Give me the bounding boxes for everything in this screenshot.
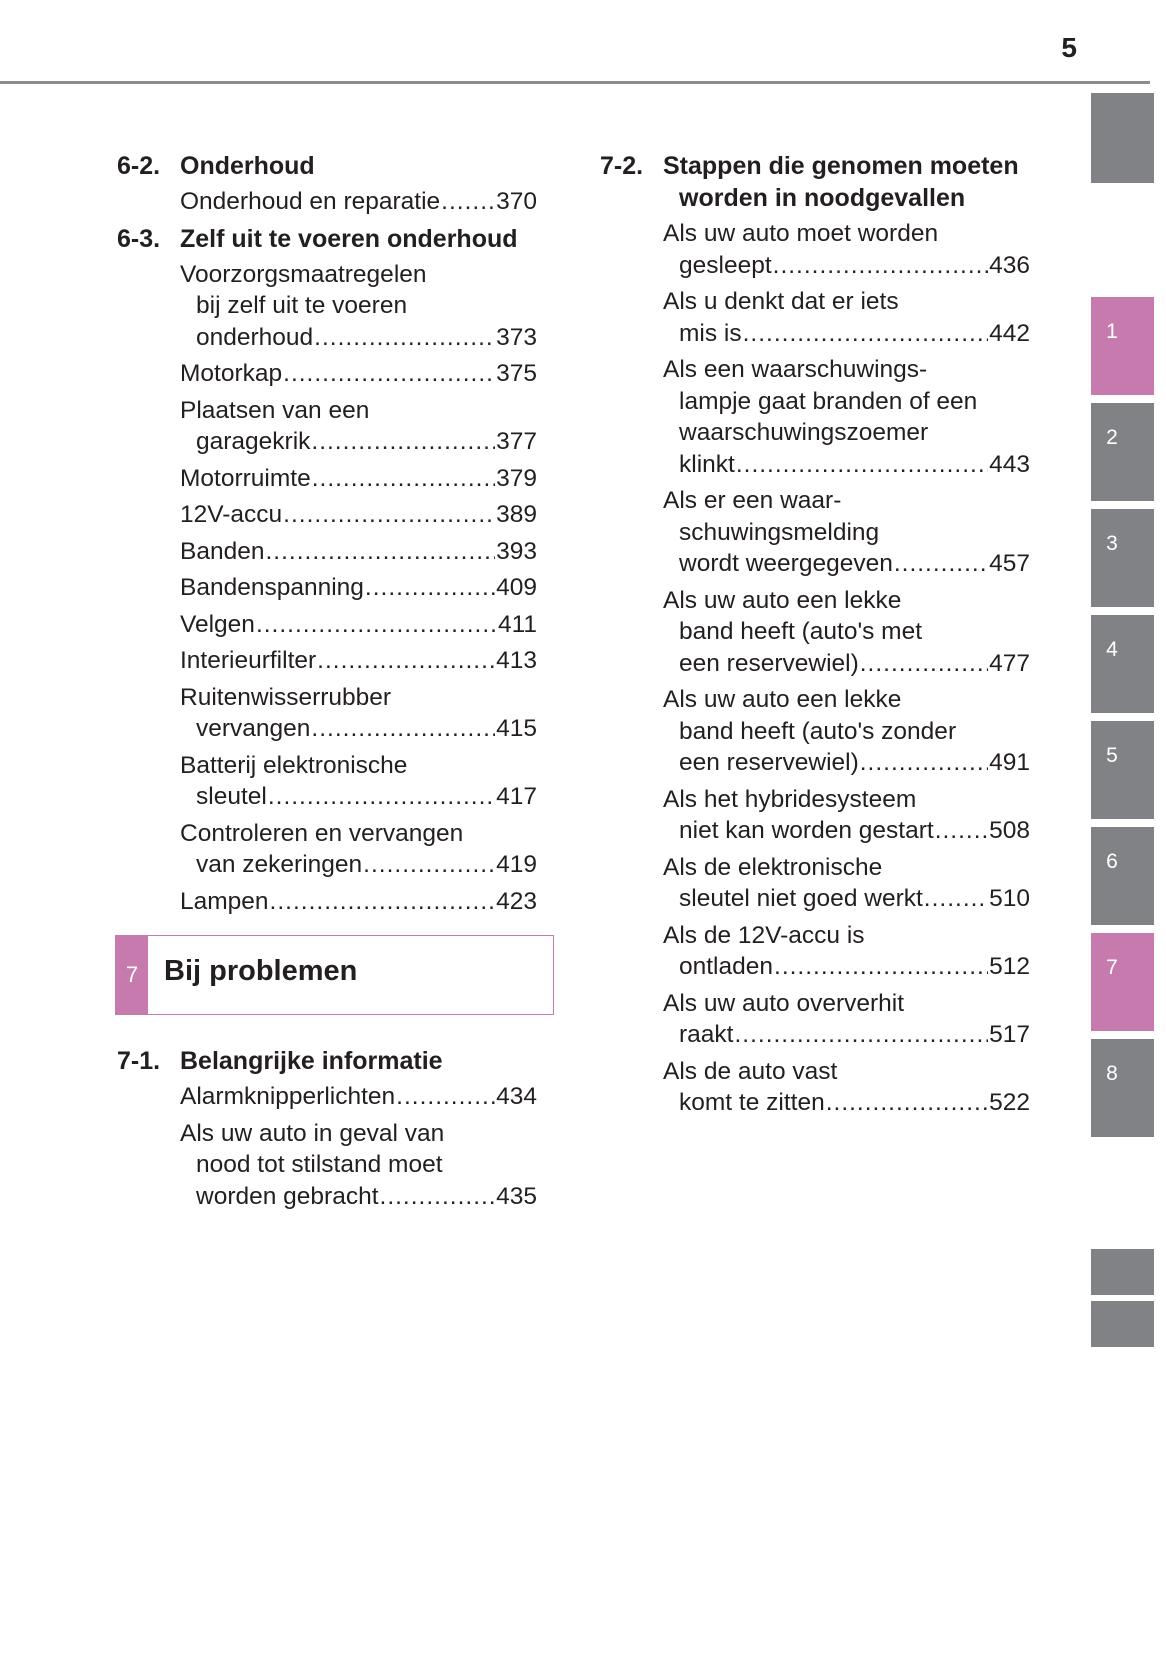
toc-entry-line [663,417,1030,449]
dot-leader [774,951,988,983]
chapter-tab-3[interactable] [1091,509,1154,607]
page-ref[interactable]: 442 [989,319,1030,347]
page-ref[interactable]: 370 [496,188,537,215]
toc-entry-line [663,386,1030,418]
page-ref[interactable]: 512 [989,953,1030,980]
chapter-tab-1[interactable] [1091,297,1154,395]
toc-entry[interactable] [600,218,1030,281]
toc-entry-line [180,426,537,458]
dot-leader [312,463,495,495]
chapter-tab-4[interactable] [1091,615,1154,713]
page-ref[interactable]: 522 [989,1089,1030,1116]
toc-entry-text: gesleept [679,251,772,279]
dot-leader [773,250,988,282]
chapter-tab-7[interactable] [1091,933,1154,1031]
dot-leader [736,449,988,481]
page-ref[interactable]: 377 [496,428,537,455]
dot-leader [441,186,495,218]
toc-entry-line [180,572,537,604]
toc-entry-line [663,951,1030,983]
toc-entry-line [663,517,1030,549]
toc-entry-line [663,716,1030,748]
dot-leader [396,1081,495,1113]
toc-entry-text: sleutel niet goed werkt [679,885,923,912]
toc-entry-text: klinkt [679,450,735,478]
toc-entry-text: Banden [180,537,265,565]
toc-entry-line [663,354,1030,386]
toc-entry[interactable] [117,186,537,218]
toc-entry-text: nood tot stilstand moet [196,1151,443,1178]
page-ref[interactable]: 491 [989,749,1030,776]
section-number: 6-2. [117,152,161,180]
page-number: 5 [1061,32,1077,63]
toc-entry[interactable] [117,358,537,390]
section-title-line: Belangrijke informatie [180,1047,443,1075]
toc-entry-line [180,395,537,427]
toc-entry-text: Als er een waar- [663,487,842,514]
dot-leader [743,318,989,350]
toc-entry-line [663,852,1030,884]
toc-entry-line [180,463,537,495]
toc-entry-line [663,784,1030,816]
toc-entry-text: van zekeringen [196,851,363,878]
toc-entry-line [663,250,1030,282]
toc-entry[interactable] [600,485,1030,580]
dot-leader [380,1181,496,1213]
toc-entry-text: Lampen [180,887,269,915]
toc-entry-text: Als de 12V-accu is [663,921,865,949]
toc-entry-text: Batterij elektronische [180,751,408,779]
toc-entry-line [180,290,537,322]
toc-entry-line [663,318,1030,350]
toc-entry-text: Als het hybridesysteem [663,785,917,813]
toc-entry-text: Onderhoud en reparatie [180,188,441,215]
dot-leader [256,609,497,641]
dot-leader [314,322,495,354]
page-ref[interactable]: 508 [989,817,1030,844]
dot-leader [270,886,496,918]
toc-entry-text: Plaatsen van een [180,396,370,424]
toc-entry[interactable] [600,286,1030,349]
toc-entry-line [663,988,1030,1020]
page-ref[interactable]: 373 [496,323,537,351]
dot-leader [268,781,495,813]
toc-entry-text: band heeft (auto's zonder [679,717,957,745]
toc-entry-line [180,609,537,641]
toc-entry-line [663,684,1030,716]
dot-leader [894,548,988,580]
toc-entry[interactable] [600,988,1030,1051]
page-ref[interactable]: 389 [496,501,537,528]
toc-entry-line [180,1149,537,1181]
toc-entry-text: Voorzorgsmaatregelen [180,260,427,288]
toc-entry[interactable] [117,682,537,745]
toc-entry-line [180,750,537,782]
toc-entry-line [180,713,537,745]
toc-entry-line [663,616,1030,648]
page-ref[interactable]: 435 [496,1182,537,1210]
page-ref[interactable]: 517 [989,1021,1030,1048]
chapter-tab-8[interactable] [1091,1039,1154,1137]
toc-entry-text: onderhoud [196,323,314,351]
toc-entry-text: Als een waarschuwings- [663,356,928,383]
toc-entry-line [663,485,1030,517]
chapter-title: Bij problemen [164,955,358,987]
toc-entry-text: vervangen [196,715,311,742]
toc-entry-line [180,886,537,918]
toc-entry-line [180,645,537,677]
toc-entry-line [180,849,537,881]
toc-entry-text: Interieurfilter [180,647,317,674]
section-title [663,150,1030,214]
toc-entry[interactable] [117,609,537,641]
toc-entry-line [180,682,537,714]
toc-entry[interactable] [600,585,1030,680]
toc-entry-line [180,186,537,218]
page-ref[interactable]: 415 [496,715,537,742]
toc-entry-line [663,920,1030,952]
toc-entry-line [180,1181,537,1213]
toc-entry-line [663,449,1030,481]
toc-entry-text: Als de auto vast [663,1057,838,1085]
toc-entry[interactable] [117,259,537,354]
header-rule [0,81,1150,84]
toc-entry[interactable] [117,1118,537,1213]
toc-entry-text: worden gebracht [196,1182,379,1210]
toc-entry-line [663,883,1030,915]
section-number: 7-1. [117,1047,161,1075]
toc-entry-line [180,1118,537,1150]
toc-entry-text: Alarmknipperlichten [180,1083,396,1110]
page-ref[interactable]: 443 [989,450,1030,478]
page-ref[interactable]: 436 [989,251,1030,279]
chapter-tab-2[interactable] [1091,403,1154,501]
chapter-tab-5[interactable] [1091,721,1154,819]
section-title [180,223,537,255]
toc-entry-line [663,1056,1030,1088]
dot-leader [935,815,988,847]
toc-entry-text: Velgen [180,610,255,638]
chapter-tab-label: 5 [1106,744,1118,767]
toc-entry-text: een reservewiel) [679,649,859,677]
dot-leader [283,358,495,390]
chapter-banner[interactable] [115,935,554,1015]
toc-entry[interactable] [117,572,537,604]
toc-entry-text: waarschuwingszoemer [679,419,929,446]
toc-entry[interactable] [600,354,1030,480]
page-ref[interactable]: 510 [989,885,1030,912]
chapter-tab-label: 6 [1106,850,1118,873]
page-ref[interactable]: 423 [496,887,537,915]
toc-entry[interactable] [117,750,537,813]
blank-tab[interactable] [1091,1301,1154,1347]
toc-entry-text: wordt weergegeven [679,550,893,577]
dot-leader [311,713,495,745]
page-ref[interactable]: 419 [496,851,537,878]
toc-entry-line [663,1087,1030,1119]
page-ref[interactable]: 477 [989,649,1030,677]
toc-entry-text: Als uw auto in geval van [180,1119,445,1147]
toc-entry-line [663,585,1030,617]
chapter-tab-label: 3 [1106,532,1118,555]
toc-entry-line [663,218,1030,250]
section-heading [117,1045,537,1077]
section-number: 7-2. [600,152,644,180]
chapter-number: 7 [116,936,148,1014]
section-title-line: Onderhoud [180,152,315,180]
dot-leader [860,747,988,779]
dot-leader [860,648,988,680]
dot-leader [826,1087,988,1119]
toc-entry-text: Als uw auto een lekke [663,586,902,614]
toc-entry-line [663,1019,1030,1051]
toc-entry[interactable] [600,920,1030,983]
toc-entry-line [663,815,1030,847]
toc-entry-text: Als u denkt dat er iets [663,288,899,315]
toc-right-column [600,150,1030,1124]
toc-entry-text: ontladen [679,953,774,980]
chapter-tab-label: 1 [1106,320,1118,343]
page-ref[interactable]: 457 [989,550,1030,577]
page-ref[interactable]: 375 [496,360,537,387]
dot-leader [363,849,495,881]
section-heading [117,150,537,182]
section-heading [117,223,537,255]
toc-entry-line [180,499,537,531]
toc-entry-text: garagekrik [196,428,311,455]
toc-entry-line [180,818,537,850]
toc-entry[interactable] [600,1056,1030,1119]
dot-leader [283,499,495,531]
toc-entry-text: 12V-accu [180,501,283,528]
toc-entry-text: schuwingsmelding [679,518,880,546]
toc-entry-text: lampje gaat branden of een [679,387,978,415]
page-ref[interactable]: 409 [496,574,537,601]
toc-entry[interactable] [117,886,537,918]
toc-entry-text: Als uw auto moet worden [663,220,939,247]
blank-tab[interactable] [1091,1249,1154,1295]
section-title-line: Stappen die genomen moeten [663,152,1019,180]
section-heading [600,150,1030,214]
toc-entry-line [663,648,1030,680]
section-title-line: Zelf uit te voeren onderhoud [180,224,518,253]
toc-entry-text: Als uw auto een lekke [663,686,902,713]
toc-entry-text: mis is [679,319,742,347]
toc-entry[interactable] [117,645,537,677]
toc-entry[interactable] [600,784,1030,847]
toc-entry[interactable] [117,536,537,568]
page-ref[interactable]: 417 [496,783,537,810]
toc-entry-text: niet kan worden gestart [679,817,934,844]
toc-entry-text: Als de elektronische [663,853,883,881]
dot-leader [924,883,988,915]
blank-tab[interactable] [1091,93,1154,183]
toc-entry-line [180,259,537,291]
section-title [180,150,537,182]
toc-entry-line [180,781,537,813]
toc-entry-line [663,286,1030,318]
toc-entry-line [180,322,537,354]
toc-entry[interactable] [117,1081,537,1113]
section-number: 6-3. [117,224,161,253]
section-title [180,1045,537,1077]
chapter-tab-label: 8 [1106,1062,1118,1085]
toc-entry-line [180,358,537,390]
toc-entry-text: bij zelf uit te voeren [196,292,408,319]
dot-leader [317,645,495,677]
toc-entry-text: Bandenspanning [180,574,364,601]
toc-entry-text: sleutel [196,783,267,810]
page-ref[interactable]: 393 [496,537,537,565]
toc-entry-text: Ruitenwisserrubber [180,683,392,711]
toc-entry-text: Motorkap [180,360,283,387]
page-ref[interactable]: 411 [497,610,537,638]
toc-entry[interactable] [117,499,537,531]
dot-leader [365,572,495,604]
toc-entry-line [663,548,1030,580]
toc-entry-line [663,747,1030,779]
dot-leader [265,536,495,568]
toc-entry-line [180,536,537,568]
chapter-tab-label: 4 [1106,638,1118,661]
chapter-tab-label: 7 [1106,956,1118,979]
toc-entry-text: een reservewiel) [679,749,859,776]
chapter-tab-6[interactable] [1091,827,1154,925]
page-ref[interactable]: 434 [496,1083,537,1110]
dot-leader [311,426,495,458]
toc-entry[interactable] [117,463,537,495]
toc-entry[interactable] [600,684,1030,779]
toc-entry-text: raakt [679,1021,734,1048]
toc-entry-text: Als uw auto oververhit [663,989,905,1017]
page-ref[interactable]: 379 [496,464,537,492]
toc-left-column [117,150,537,1217]
toc-entry-text: band heeft (auto's met [679,618,923,645]
toc-entry-text: Motorruimte [180,464,311,492]
dot-leader [734,1019,988,1051]
toc-entry[interactable] [117,818,537,881]
toc-entry-text: komt te zitten [679,1089,825,1116]
toc-entry[interactable] [600,852,1030,915]
toc-entry-text: Controleren en vervangen [180,819,464,847]
toc-entry-line [180,1081,537,1113]
toc-entry[interactable] [117,395,537,458]
chapter-tab-label: 2 [1106,426,1118,449]
section-title-line: worden in noodgevallen [679,184,966,212]
page-ref[interactable]: 413 [496,647,537,674]
